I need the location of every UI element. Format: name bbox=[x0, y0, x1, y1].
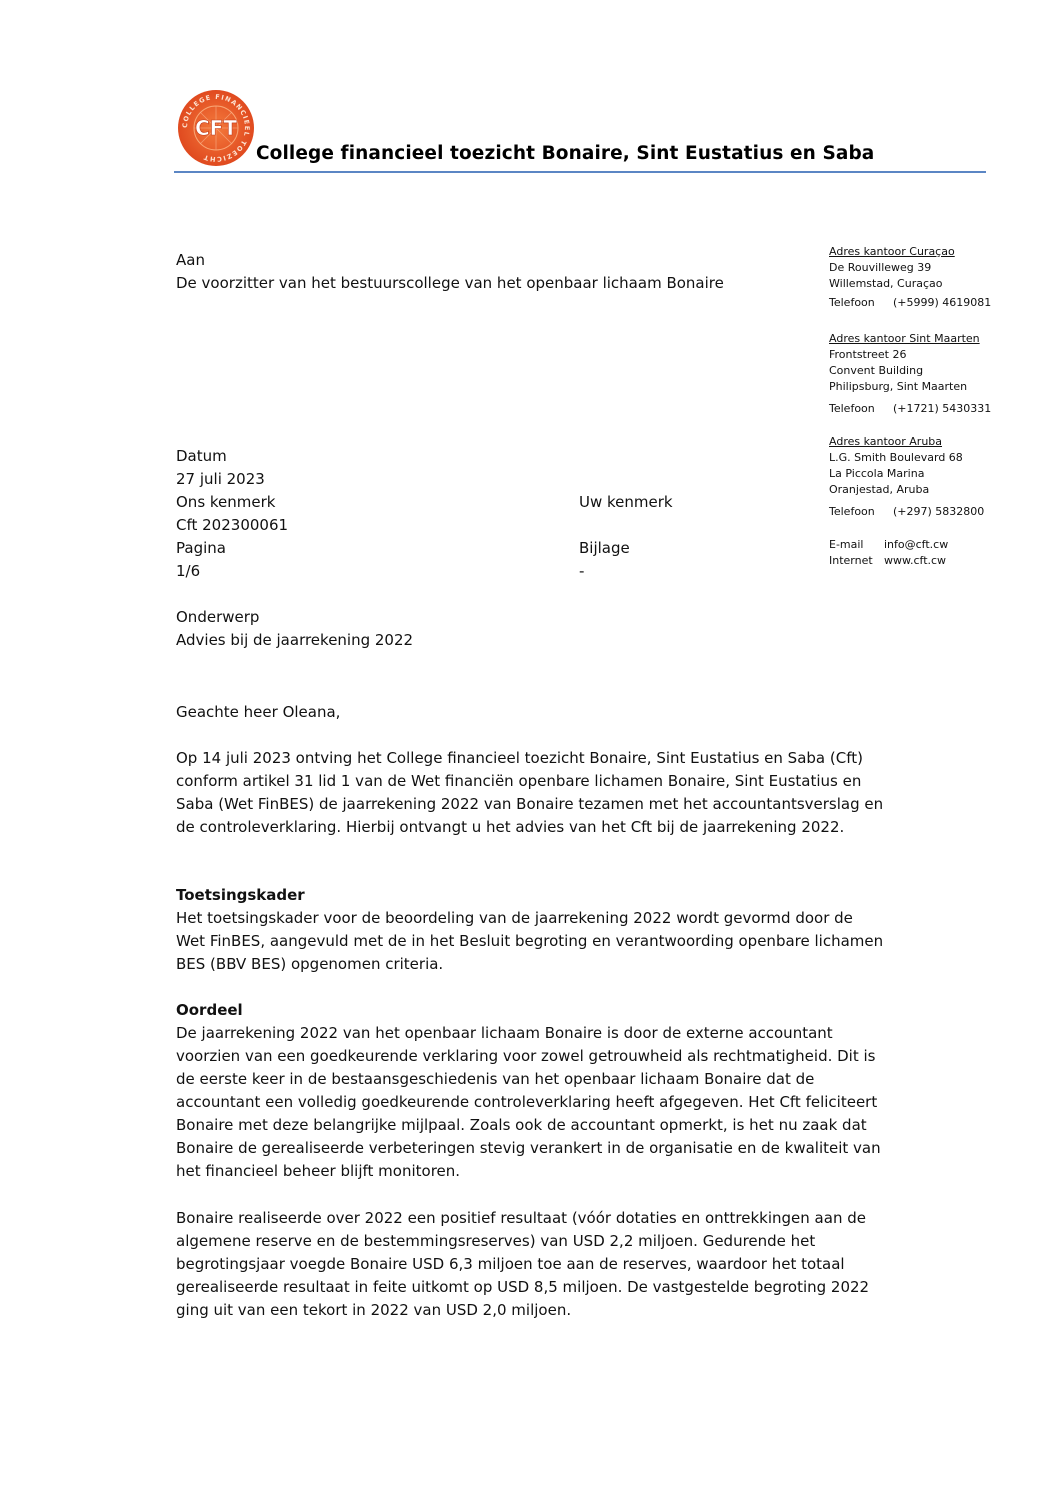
section-paragraph: Het toetsingskader voor de beoordeling van de jaarrekening 2022 wordt gevormd door de Wet FinBES, aangevuld met de in het Besluit begroting en verantwoording openbare lichamen BES (BBV BES) opgenomen criteria. bbox=[176, 909, 884, 973]
our-ref-value: Cft 202300061 bbox=[176, 516, 289, 534]
section-paragraph: De jaarrekening 2022 van het openbaar lichaam Bonaire is door de externe accountant voorzien van een goedkeurende verklaring voor zowel getrouwheid als rechtmatigheid. Dit is de eerste keer in de bestaansgeschiedenis van het openbaar lichaam Bonaire dat de accountant een volledig goedkeurende controleverklaring heeft afgegeven. Het Cft feliciteert Bonaire met deze belangrijke mijlpaal. Zoals ook de accountant opmerkt, is het nu zaak dat Bonaire de gerealiseerde verbeteringen stevig verankert in de organisatie en de kwaliteit van het financieel beheer blijft monitoren. bbox=[176, 1024, 881, 1180]
office-phone: Telefoon (+297) 5832800 bbox=[829, 505, 985, 518]
contact-email: E-mail info@cft.cw bbox=[829, 538, 949, 551]
attachment-label: Bijlage bbox=[579, 539, 630, 557]
email-link[interactable]: info@cft.cw bbox=[884, 538, 949, 551]
office-address-line: Philipsburg, Sint Maarten bbox=[829, 380, 968, 393]
website-link[interactable]: www.cft.cw bbox=[884, 554, 947, 567]
section-oordeel bbox=[176, 999, 886, 1183]
office-address-line: L.G. Smith Boulevard 68 bbox=[829, 451, 963, 464]
subject-label: Onderwerp bbox=[176, 608, 260, 626]
office-address-line: Oranjestad, Aruba bbox=[829, 483, 930, 496]
header-divider bbox=[174, 171, 986, 173]
office-phone: Telefoon (+5999) 4619081 bbox=[829, 296, 992, 309]
intro-paragraph: Op 14 juli 2023 ontving het College financieel toezicht Bonaire, Sint Eustatius en Saba (Cft) conform artikel 31 lid 1 van de Wet financiën openbare lichamen Bonaire, Sint Eustatius en Saba (Wet FinBES) de jaarrekening 2022 van Bonaire tezamen met het accountantsverslag en de controleverklaring. Hierbij ontvangt u het advies van het Cft bij de jaarrekening 2022. bbox=[176, 749, 884, 836]
page-value: 1/6 bbox=[176, 562, 201, 580]
office-title: Adres kantoor Curaçao bbox=[829, 245, 955, 258]
addressee-label: Aan bbox=[176, 251, 205, 269]
page-label: Pagina bbox=[176, 539, 226, 557]
organization-title: College financieel toezicht Bonaire, Sint Eustatius en Saba bbox=[256, 143, 875, 164]
date-value: 27 juli 2023 bbox=[176, 470, 265, 488]
date-label: Datum bbox=[176, 447, 227, 465]
subject-value: Advies bij de jaarrekening 2022 bbox=[176, 631, 414, 649]
office-address-line: La Piccola Marina bbox=[829, 467, 925, 480]
office-address-line: Convent Building bbox=[829, 364, 924, 377]
contact-internet: Internet www.cft.cw bbox=[829, 554, 947, 567]
office-aruba bbox=[829, 434, 984, 520]
result-paragraph: Bonaire realiseerde over 2022 een positief resultaat (vóór dotaties en onttrekkingen aan de algemene reserve en de bestemmingsreserves) van USD 2,2 miljoen. Gedurende het begrotingsjaar voegde Bonaire USD 6,3 miljoen toe aan de reserves, waardoor het totaal gerealiseerde resultaat in feite uitkomt op USD 8,5 miljoen. De vastgestelde begroting 2022 ging uit van een tekort in 2022 van USD 2,0 miljoen. bbox=[176, 1209, 870, 1319]
contact-info bbox=[829, 537, 948, 569]
office-phone: Telefoon (+1721) 5430331 bbox=[829, 402, 992, 415]
cft-logo bbox=[177, 89, 255, 167]
office-sint-maarten bbox=[829, 331, 991, 417]
office-title: Adres kantoor Sint Maarten bbox=[829, 332, 980, 345]
your-ref-label: Uw kenmerk bbox=[579, 493, 673, 511]
section-heading: Oordeel bbox=[176, 1001, 243, 1019]
svg-text:CFT: CFT bbox=[195, 116, 237, 140]
office-title: Adres kantoor Aruba bbox=[829, 435, 943, 448]
salutation: Geachte heer Oleana, bbox=[176, 703, 341, 721]
office-curacao bbox=[829, 244, 991, 311]
svg-text:COLLEGE FINANCIEEL TOEZICHT: COLLEGE FINANCIEEL TOEZICHT bbox=[180, 92, 252, 164]
section-heading: Toetsingskader bbox=[176, 886, 305, 904]
section-toetsingskader bbox=[176, 884, 886, 976]
cft-logo-icon bbox=[177, 89, 255, 167]
office-address-line: De Rouvilleweg 39 bbox=[829, 261, 932, 274]
office-address-line: Willemstad, Curaçao bbox=[829, 277, 943, 290]
attachment-value: - bbox=[579, 562, 585, 580]
our-ref-label: Ons kenmerk bbox=[176, 493, 276, 511]
addressee-recipient: De voorzitter van het bestuurscollege van het openbaar lichaam Bonaire bbox=[176, 274, 724, 292]
office-address-line: Frontstreet 26 bbox=[829, 348, 907, 361]
